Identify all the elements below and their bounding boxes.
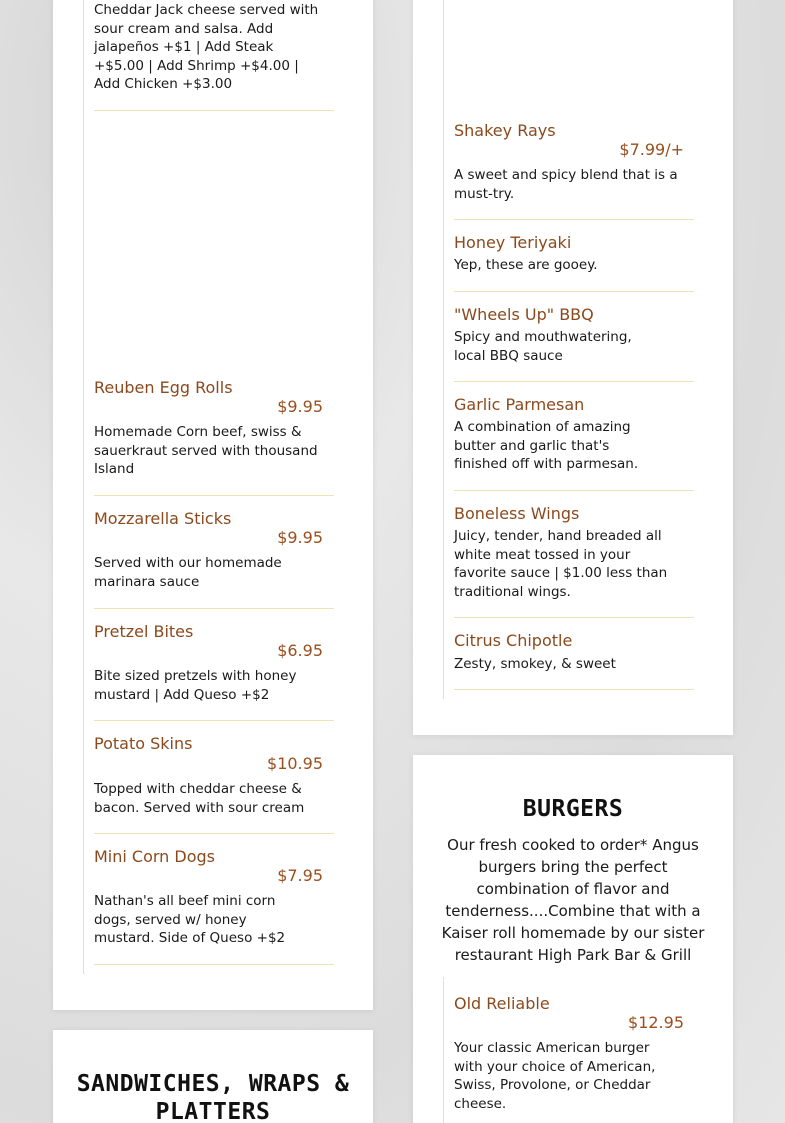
menu-item — [454, 994, 694, 1123]
menu-item — [94, 847, 334, 965]
menu-item — [454, 395, 694, 491]
section-intro: Our fresh cooked to order* Angus burgers bring the perfect combination of flavor and tenderness....Combine that with a Kaiser roll homemade by our sister restaurant High Park Bar & Grill — [441, 836, 705, 964]
item-name: Shakey Rays — [454, 121, 556, 140]
item-name: Old Reliable — [454, 994, 550, 1013]
item-description: Homemade Corn beef, swiss & sauerkraut served with thousand Island — [94, 424, 318, 478]
item-description: Bite sized pretzels with honey mustard | Add Queso +$2 — [94, 668, 297, 703]
menu-item — [454, 233, 694, 292]
item-name: Mozzarella Sticks — [94, 509, 232, 528]
burgers-card — [413, 755, 733, 1123]
section-title: BURGERS — [522, 796, 624, 822]
item-description: Zesty, smokey, & sweet — [454, 656, 616, 672]
wings-card — [413, 0, 733, 735]
item-name: Garlic Parmesan — [454, 395, 585, 414]
burger-list — [443, 977, 704, 1123]
item-description: A sweet and spicy blend that is a must-try. — [454, 167, 678, 202]
appetizers-list — [83, 0, 344, 974]
item-description: Spicy and mouthwatering, local BBQ sauce — [454, 329, 632, 364]
item-divider — [94, 608, 334, 609]
item-price: $12.95 — [628, 1013, 684, 1032]
item-price: $7.99/+ — [619, 140, 684, 159]
item-name: Potato Skins — [94, 734, 193, 753]
item-description: Served with our homemade marinara sauce — [94, 555, 282, 590]
item-description: Nathan's all beef mini corn dogs, served w/ honey mustard. Side of Queso +$2 — [94, 893, 286, 947]
menu-item — [94, 622, 334, 721]
item-divider — [94, 964, 334, 965]
item-divider — [94, 495, 334, 496]
item-name: "Wheels Up" BBQ — [454, 305, 594, 324]
menu-item — [94, 378, 334, 496]
item-price: $10.95 — [267, 754, 323, 773]
item-name: Boneless Wings — [454, 504, 580, 523]
item-price: $9.95 — [277, 397, 323, 416]
item-divider — [454, 689, 694, 690]
item-name: Honey Teriyaki — [454, 233, 572, 252]
item-divider — [454, 381, 694, 382]
appetizer-item-partial — [94, 0, 334, 111]
menu-item — [454, 504, 694, 618]
item-price: $7.95 — [277, 866, 323, 885]
item-divider — [454, 490, 694, 491]
item-name: Reuben Egg Rolls — [94, 378, 233, 397]
item-description: Topped with cheddar cheese & bacon. Served with sour cream — [94, 781, 305, 816]
item-description: Cheddar Jack cheese served with sour cream and salsa. Add jalapeños +$1 | Add Steak +$5.00 | Add Shrimp +$4.00 | Add Chicken +$3.00 — [94, 2, 319, 93]
item-description: Your classic American burger with your choice of American, Swiss, Provolone, or Cheddar cheese. — [454, 1040, 656, 1112]
menu-item — [94, 509, 334, 609]
item-divider — [454, 291, 694, 292]
menu-item — [94, 734, 334, 834]
section-title: SANDWICHES, WRAPS & PLATTERS — [76, 1071, 350, 1123]
wing-sauce-list — [443, 0, 704, 699]
sandwiches-card — [53, 1030, 373, 1123]
item-divider — [94, 720, 334, 721]
item-description: A combination of amazing butter and garlic that's finished off with parmesan. — [454, 419, 639, 473]
item-divider — [454, 219, 694, 220]
item-divider — [454, 617, 694, 618]
appetizers-card — [53, 0, 373, 1010]
item-name: Mini Corn Dogs — [94, 847, 216, 866]
menu-item — [454, 305, 694, 382]
menu-item — [454, 631, 694, 690]
menu-item — [454, 121, 694, 220]
item-price: $6.95 — [277, 641, 323, 660]
item-divider — [94, 833, 334, 834]
item-name: Citrus Chipotle — [454, 631, 573, 650]
item-price: $9.95 — [277, 528, 323, 547]
item-description: Juicy, tender, hand breaded all white meat tossed in your favorite sauce | $1.00 less than traditional wings. — [454, 528, 668, 600]
item-name: Pretzel Bites — [94, 622, 194, 641]
item-divider — [94, 110, 334, 111]
item-description: Yep, these are gooey. — [454, 257, 598, 273]
